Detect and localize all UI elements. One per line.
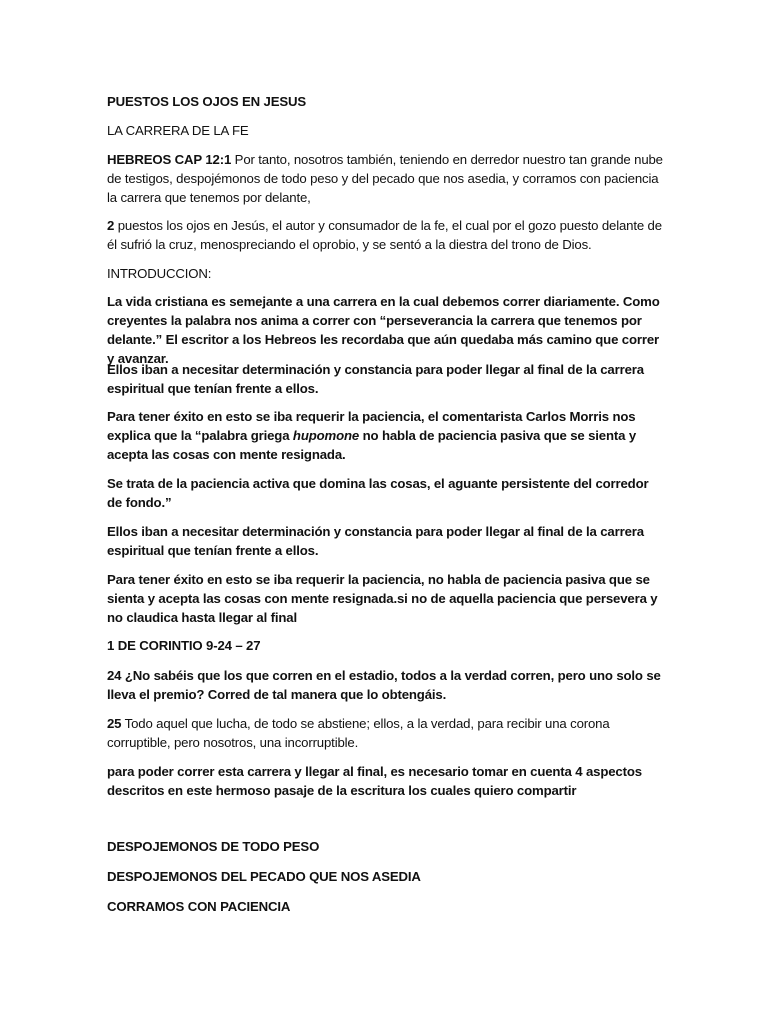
paragraph-6: Para tener éxito en esto se iba requerir la paciencia, no habla de paciencia pasiva que se sienta y acepta las cosas con mente resignada.si no de aquella paciencia que persevera y no claudica hasta llegar al final <box>107 572 658 625</box>
point-3: CORRAMOS CON PACIENCIA <box>107 899 291 914</box>
verse-hebrews-12-2 <box>107 216 667 254</box>
verse-reference: HEBREOS CAP 12:1 <box>107 152 232 167</box>
paragraph-2: Ellos iban a necesitar determinación y constancia para poder llegar al final de la carrera espiritual que tenían frente a ellos. <box>107 362 644 396</box>
verse-number: 25 <box>107 716 122 731</box>
verse-corinthians-25 <box>107 714 667 752</box>
verse-text: puestos los ojos en Jesús, el autor y consumador de la fe, el cual por el gozo puesto delante de él sufrió la cruz, menospreciando el oprobio, y se sentó a la diestra del trono de Dios. <box>107 218 662 252</box>
paragraph-7: para poder correr esta carrera y llegar al final, es necesario tomar en cuenta 4 aspectos descritos en este hermoso pasaje de la escritura los cuales quiero compartir <box>107 764 642 798</box>
paragraph-5: Ellos iban a necesitar determinación y constancia para poder llegar al final de la carrera espiritual que tenían frente a ellos. <box>107 524 644 558</box>
paragraph-4: Se trata de la paciencia activa que domina las cosas, el aguante persistente del corredor de fondo.” <box>107 476 649 510</box>
paragraph-1: La vida cristiana es semejante a una carrera en la cual debemos correr diariamente. Como creyentes la palabra nos anima a correr con “perseverancia la carrera que tenemos por delante.” El escritor a los Hebreos les recordaba que aún quedaba más camino que correr y avanzar. <box>107 294 660 366</box>
verse-text: Por tanto, nosotros también, teniendo en derredor nuestro tan grande nube de testigos, despojémonos de todo peso y del pecado que nos asedia, y corramos con paciencia la carrera que tenemos por delante, <box>107 152 663 205</box>
intro-heading: INTRODUCCION: <box>107 266 212 281</box>
verse-text: Todo aquel que lucha, de todo se abstiene; ellos, a la verdad, para recibir una corona corruptible, pero nosotros, una incorruptible. <box>107 716 610 750</box>
document-title: PUESTOS LOS OJOS EN JESUS <box>107 94 307 109</box>
document-subtitle: LA CARRERA DE LA FE <box>107 123 249 138</box>
point-2: DESPOJEMONOS DEL PECADO QUE NOS ASEDIA <box>107 869 421 884</box>
paragraph-3: Para tener éxito en esto se iba requerir la paciencia, el comentarista Carlos Morris nos explica que la “palabra griega hupomone no habla de paciencia pasiva que se sienta y acepta las cosas con mente resignada. <box>107 409 637 462</box>
corinthians-heading: 1 DE CORINTIO 9-24 – 27 <box>107 638 261 653</box>
verse-corinthians-24: 24 ¿No sabéis que los que corren en el estadio, todos a la verdad corren, pero uno solo se lleva el premio? Corred de tal manera que lo obtengáis. <box>107 668 661 702</box>
point-1: DESPOJEMONOS DE TODO PESO <box>107 839 320 854</box>
verse-hebrews-12-1 <box>107 150 667 207</box>
verse-number: 2 <box>107 218 115 233</box>
greek-word: hupomone <box>292 428 360 443</box>
